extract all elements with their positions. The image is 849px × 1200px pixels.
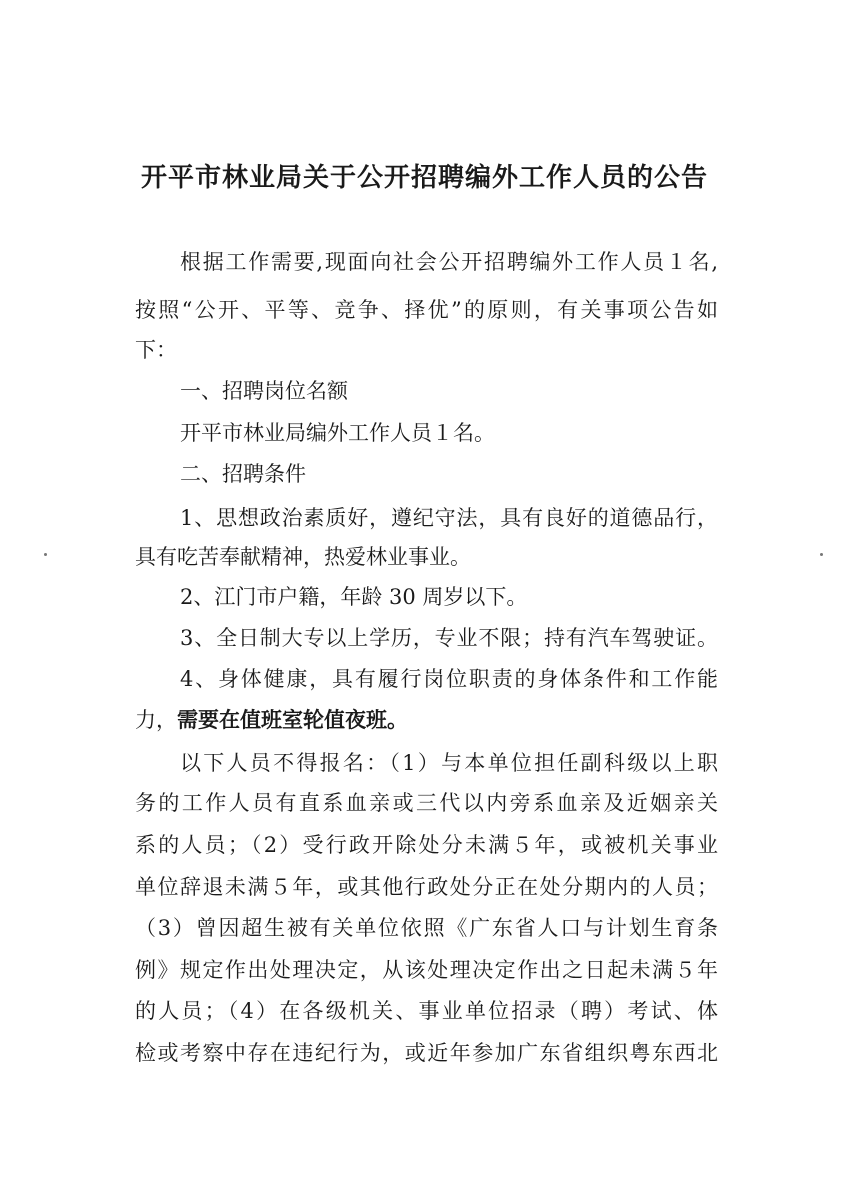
condition-item-4-text: 力， [135,708,177,732]
scan-margin-mark-right [820,553,823,556]
section-heading-positions: 一、招聘岗位名额 [180,379,348,403]
position-quota-text: 开平市林业局编外工作人员１名。 [180,421,495,445]
exclusion-paragraph-line: 系的人员；（2）受行政开除处分未满５年，或被机关事业 [135,833,718,857]
exclusion-paragraph-line: 检或考察中存在违纪行为，或近年参加广东省组织粤东西北 [135,1041,718,1065]
paragraph-intro-line: 根据工作需要,现面向社会公开招聘编外工作人员１名, [180,250,718,274]
condition-item-1-line: 1、思想政治素质好，遵纪守法，具有良好的道德品行， [180,506,718,530]
document-title: 开平市林业局关于公开招聘编外工作人员的公告 [140,163,708,193]
condition-item-4-line: 4、身体健康，具有履行岗位职责的身体条件和工作能 [180,667,718,691]
exclusion-paragraph-line: 例》规定作出处理决定，从该处理决定作出之日起未满５年 [135,958,718,982]
section-heading-conditions: 二、招聘条件 [180,462,306,486]
condition-item-4-line [135,705,718,735]
condition-item-1-line: 具有吃苦奉献精神，热爱林业事业。 [135,545,471,569]
condition-item-2: 2、江门市户籍，年龄 30 周岁以下。 [180,585,528,609]
scan-margin-mark-left [44,553,47,556]
exclusion-paragraph-line: 以下人员不得报名：（1）与本单位担任副科级以上职 [180,751,718,775]
exclusion-paragraph-line: （3）曾因超生被有关单位依照《广东省人口与计划生育条 [135,916,718,940]
night-shift-requirement: 需要在值班室轮值夜班。 [177,707,408,732]
condition-item-3: 3、全日制大专以上学历，专业不限；持有汽车驾驶证。 [180,626,718,650]
exclusion-paragraph-line: 的人员；（4）在各级机关、事业单位招录（聘）考试、体 [135,999,718,1023]
paragraph-intro-line: 下： [135,338,177,362]
paragraph-intro-line: 按照“公开、平等、竞争、择优”的原则，有关事项公告如 [135,298,718,322]
exclusion-paragraph-line: 单位辞退未满５年，或其他行政处分正在处分期内的人员； [135,875,718,899]
exclusion-paragraph-line: 务的工作人员有直系血亲或三代以内旁系血亲及近姻亲关 [135,791,718,815]
